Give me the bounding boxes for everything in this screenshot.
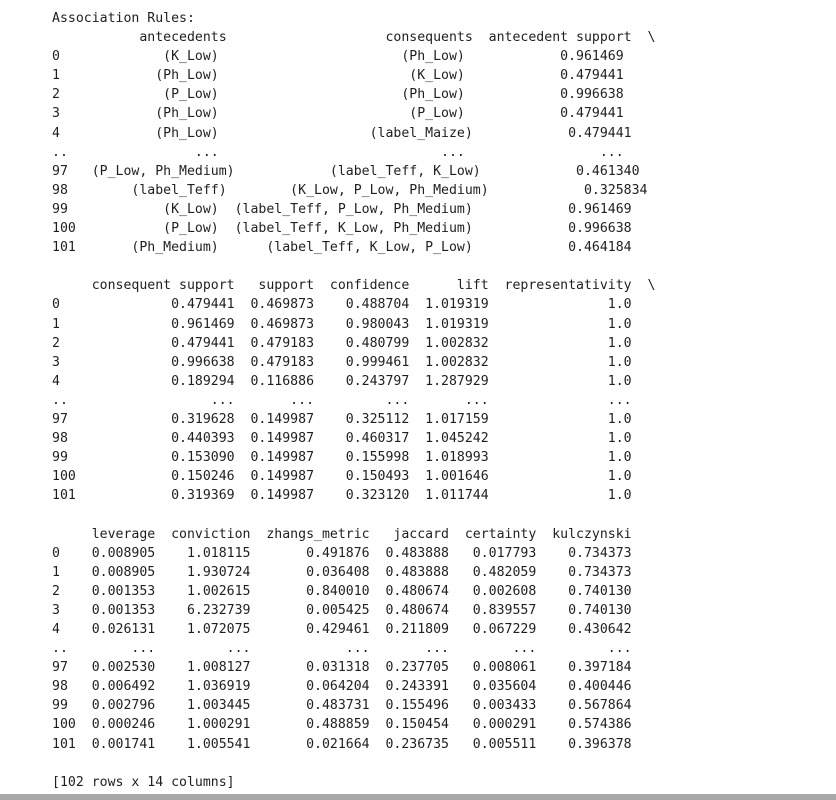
table3-row: 101 0.001741 1.005541 0.021664 0.236735 0.005511 0.396378 <box>52 736 632 752</box>
table1-row: 101 (Ph_Medium) (label_Teff, K_Low, P_Low) 0.464184 <box>52 240 656 256</box>
table3-row: 0 0.008905 1.018115 0.491876 0.483888 0.017793 0.734373 <box>52 545 632 561</box>
blank-line <box>52 505 671 524</box>
cell-output-text <box>52 9 671 792</box>
table2-header: consequent support support confidence lift representativity \ <box>52 278 656 294</box>
table1-row: 0 (K_Low) (Ph_Low) 0.961469 <box>52 49 648 65</box>
table2-row: 97 0.319628 0.149987 0.325112 1.017159 1.0 <box>52 411 656 427</box>
table3-row: 99 0.002796 1.003445 0.483731 0.155496 0.003433 0.567864 <box>52 698 632 714</box>
dataframe-shape-summary: [102 rows x 14 columns] <box>52 774 235 790</box>
table3-row: 2 0.001353 1.002615 0.840010 0.480674 0.002608 0.740130 <box>52 583 632 599</box>
table3-row: 97 0.002530 1.008127 0.031318 0.237705 0.008061 0.397184 <box>52 660 632 676</box>
table3-ellipsis-row: .. ... ... ... ... ... ... <box>52 641 632 657</box>
table3-row: 1 0.008905 1.930724 0.036408 0.483888 0.482059 0.734373 <box>52 564 632 580</box>
table3-row: 98 0.006492 1.036919 0.064204 0.243391 0.035604 0.400446 <box>52 679 632 695</box>
table1-row: 100 (P_Low) (label_Teff, K_Low, Ph_Medium) 0.996638 <box>52 221 656 237</box>
table1-row: 3 (Ph_Low) (P_Low) 0.479441 <box>52 106 648 122</box>
table3-header: leverage conviction zhangs_metric jaccard certainty kulczynski <box>52 526 632 542</box>
horizontal-scrollbar[interactable] <box>0 794 836 800</box>
table1-row: 98 (label_Teff) (K_Low, P_Low, Ph_Medium) 0.325834 <box>52 182 672 198</box>
blank-line <box>52 257 671 276</box>
table1-header: antecedents consequents antecedent support \ <box>52 30 656 46</box>
blank-line <box>52 754 671 773</box>
table2-row: 1 0.961469 0.469873 0.980043 1.019319 1.0 <box>52 316 656 332</box>
table2-row: 99 0.153090 0.149987 0.155998 1.018993 1.0 <box>52 450 656 466</box>
horizontal-scrollbar-thumb[interactable] <box>0 794 836 800</box>
table1-row: 1 (Ph_Low) (K_Low) 0.479441 <box>52 68 648 84</box>
table2-row: 0 0.479441 0.469873 0.488704 1.019319 1.0 <box>52 297 656 313</box>
table1-row: 2 (P_Low) (Ph_Low) 0.996638 <box>52 87 648 103</box>
table1-ellipsis-row: .. ... ... ... <box>52 144 648 160</box>
table2-row: 101 0.319369 0.149987 0.323120 1.011744 1.0 <box>52 488 656 504</box>
table1-row: 99 (K_Low) (label_Teff, P_Low, Ph_Medium) 0.961469 <box>52 201 656 217</box>
table3-row: 3 0.001353 6.232739 0.005425 0.480674 0.839557 0.740130 <box>52 602 632 618</box>
table3-row: 4 0.026131 1.072075 0.429461 0.211809 0.067229 0.430642 <box>52 622 632 637</box>
table2-row: 98 0.440393 0.149987 0.460317 1.045242 1.0 <box>52 431 656 447</box>
table2-row: 2 0.479441 0.479183 0.480799 1.002832 1.0 <box>52 335 656 351</box>
table3-row: 100 0.000246 1.000291 0.488859 0.150454 0.000291 0.574386 <box>52 717 632 733</box>
table2-row: 3 0.996638 0.479183 0.999461 1.002832 1.0 <box>52 354 656 370</box>
table1-row: 4 (Ph_Low) (label_Maize) 0.479441 <box>52 125 656 141</box>
table1-row: 97 (P_Low, Ph_Medium) (label_Teff, K_Low) 0.461340 <box>52 163 664 179</box>
output-title: Association Rules: <box>52 11 195 26</box>
table2-ellipsis-row: .. ... ... ... ... ... <box>52 392 656 408</box>
table2-row: 100 0.150246 0.149987 0.150493 1.001646 1.0 <box>52 469 656 485</box>
table2-row: 4 0.189294 0.116886 0.243797 1.287929 1.0 <box>52 373 656 389</box>
